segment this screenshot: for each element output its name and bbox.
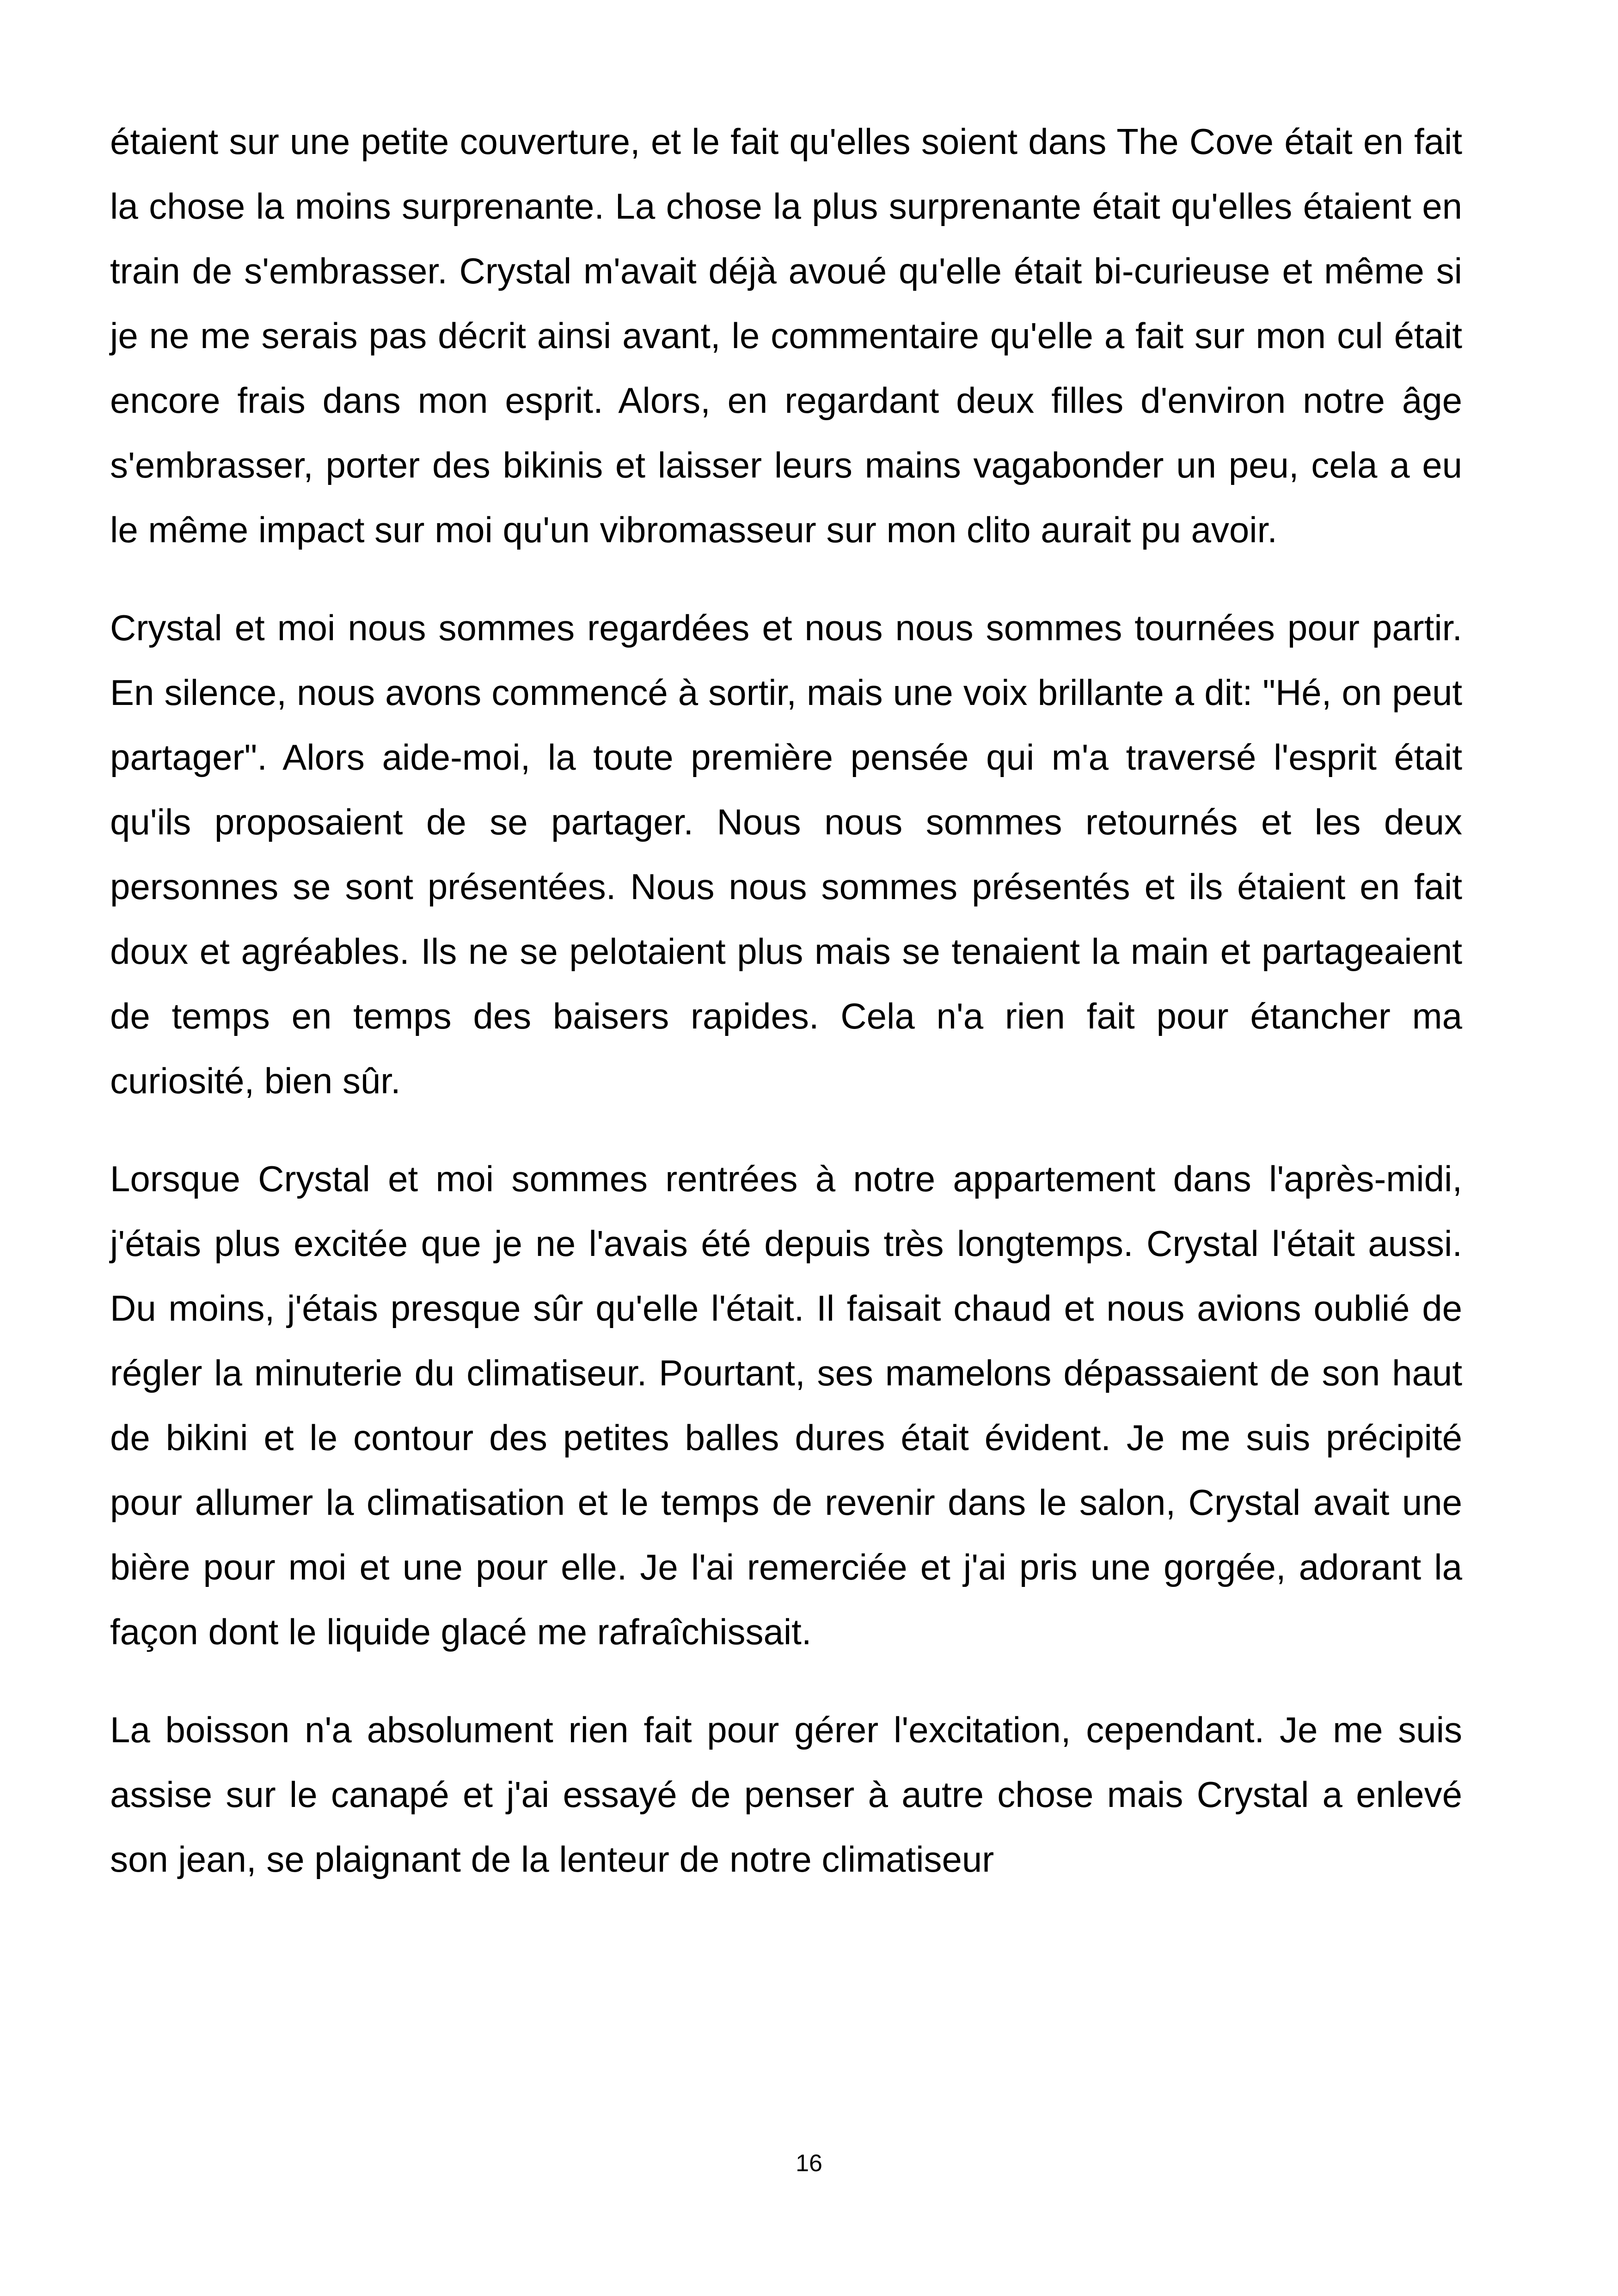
paragraph-3: Lorsque Crystal et moi sommes rentrées à notre appartement dans l'après-midi, j'étais plus excitée que je ne l'avais été depuis très longtemps. Crystal l'était aussi. Du moins, j'étais presque sûr qu'elle l'était. Il faisait chaud et nous avions oublié de régler la minuterie du climatiseur. Pourtant, ses mamelons dépassaient de son haut de bikini et le contour des petites balles dures était évident. Je me suis précipité pour allumer la climatisation et le temps de revenir dans le salon, Crystal avait une bière pour moi et une pour elle. Je l'ai remerciée et j'ai pris une gorgée, adorant la façon dont le liquide glacé me rafraîchissait. [110,1158,1462,1652]
paragraph-1: étaient sur une petite couverture, et le fait qu'elles soient dans The Cove était en fait la chose la moins surprenante. La chose la plus surprenante était qu'elles étaient en train de s'embrasser. Crystal m'avait déjà avoué qu'elle était bi-curieuse et même si je ne me serais pas décrit ainsi avant, le commentaire qu'elle a fait sur mon cul était encore frais dans mon esprit. Alors, en regardant deux filles d'environ notre âge s'embrasser, porter des bikinis et laisser leurs mains vagabonder un peu, cela a eu le même impact sur moi qu'un vibromasseur sur mon clito aurait pu avoir. [110,121,1462,550]
body-text [110,109,1462,1892]
paragraph-4: La boisson n'a absolument rien fait pour gérer l'excitation, cependant. Je me suis assise sur le canapé et j'ai essayé de penser à autre chose mais Crystal a enlevé son jean, se plaignant de la lenteur de notre climatiseur [110,1709,1462,1880]
paragraph-2: Crystal et moi nous sommes regardées et nous nous sommes tournées pour partir. En silence, nous avons commencé à sortir, mais une voix brillante a dit: "Hé, on peut partager". Alors aide-moi, la toute première pensée qui m'a traversé l'esprit était qu'ils proposaient de se partager. Nous nous sommes retournés et les deux personnes se sont présentées. Nous nous sommes présentés et ils étaient en fait doux et agréables. Ils ne se pelotaient plus mais se tenaient la main et partageaient de temps en temps des baisers rapides. Cela n'a rien fait pour étancher ma curiosité, bien sûr. [110,607,1462,1101]
page-number: 16 [796,2150,822,2177]
